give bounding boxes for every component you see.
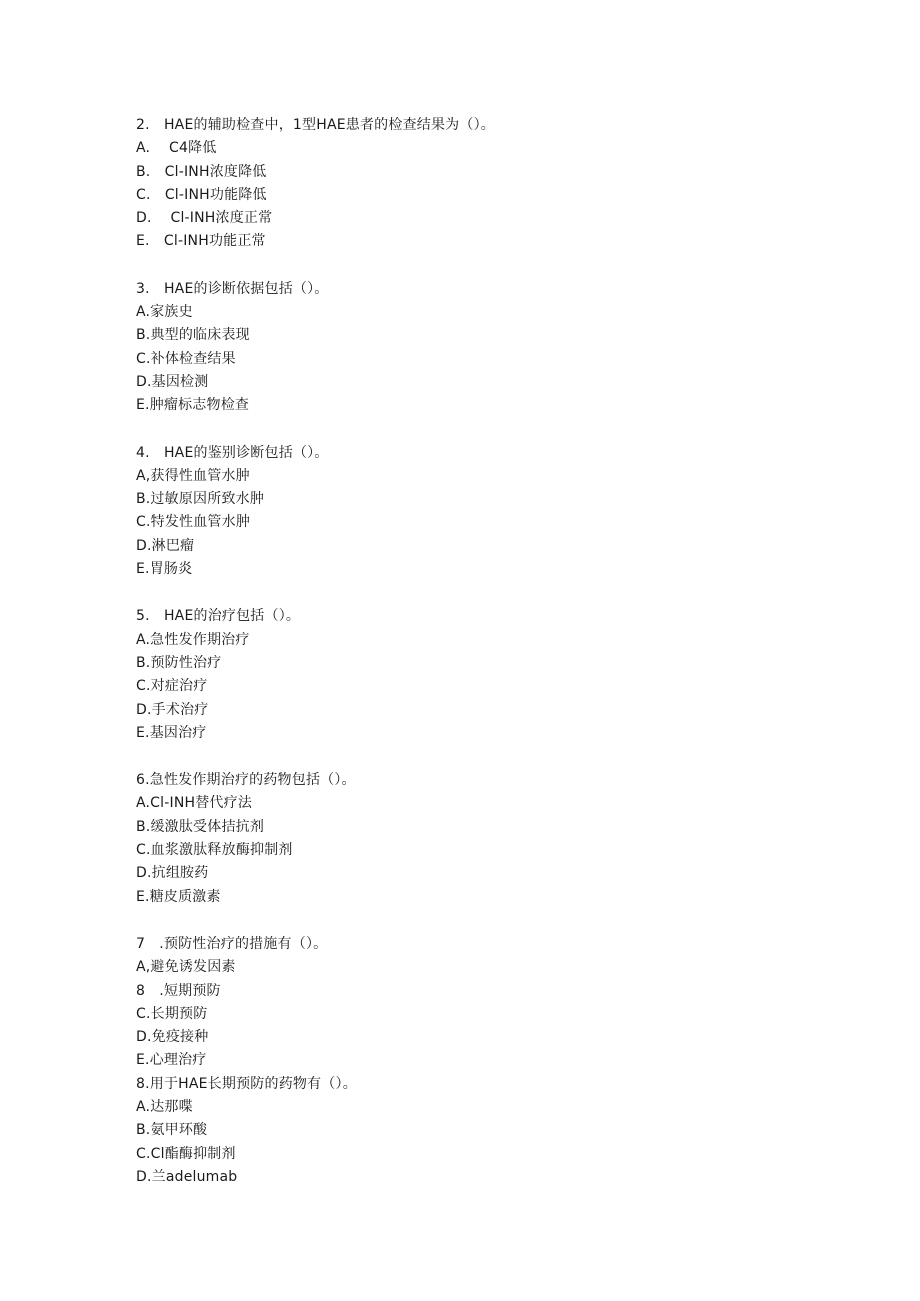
- option-b: 8 .短期预防: [136, 982, 221, 999]
- option-c: C.血浆激肽释放酶抑制剂: [136, 842, 293, 859]
- question-8: [136, 1073, 836, 1189]
- option-d: D.兰adelumab: [136, 1168, 238, 1185]
- question-stem: 8.用于HAE长期预防的药物有（）。: [136, 1075, 357, 1092]
- document-page: [136, 114, 836, 1189]
- question-stem: 5. HAE的治疗包括（）。: [136, 608, 301, 625]
- option-e: E.基因治疗: [136, 724, 207, 741]
- question-stem: 4. HAE的鉴别诊断包括（）。: [136, 444, 329, 461]
- option-d: D.基因检测: [136, 373, 209, 390]
- option-b: B.氨甲环酸: [136, 1122, 208, 1139]
- option-e: E.糖皮质激素: [136, 888, 221, 905]
- option-d: D.免疫接种: [136, 1029, 209, 1046]
- question-stem: 2. HAE的辅助检查中，1型HAE患者的检查结果为（）。: [136, 117, 495, 133]
- option-d: D.手术治疗: [136, 701, 209, 718]
- option-b: B.缓激肽受体拮抗剂: [136, 818, 265, 835]
- option-d: D.淋巴瘤: [136, 537, 195, 554]
- option-e: E.肿瘤标志物检查: [136, 397, 250, 414]
- question-7: [136, 933, 836, 1073]
- question-3: [136, 278, 836, 418]
- option-c: C.Cl酯酶抑制剂: [136, 1145, 236, 1162]
- option-a: A,避免诱发因素: [136, 959, 236, 976]
- option-c: C. Cl-INH功能降低: [136, 186, 267, 203]
- option-d: D. Cl-INH浓度正常: [136, 210, 273, 227]
- option-b: B. Cl-INH浓度降低: [136, 163, 267, 180]
- option-a: A.家族史: [136, 304, 193, 321]
- option-b: B.过敏原因所致水肿: [136, 491, 265, 508]
- option-b: B.典型的临床表现: [136, 327, 250, 344]
- option-e: E.胃肠炎: [136, 561, 193, 578]
- option-c: C.特发性血管水肿: [136, 514, 251, 531]
- question-stem: 3. HAE的诊断依据包括（）。: [136, 280, 329, 297]
- question-6: [136, 769, 836, 909]
- option-a: A.急性发作期治疗: [136, 631, 250, 648]
- question-stem: 7 .预防性治疗的措施有（）。: [136, 935, 328, 952]
- option-a: A. C4降低: [136, 140, 217, 157]
- option-a: A,获得性血管水肿: [136, 467, 250, 484]
- option-c: C.补体检查结果: [136, 350, 236, 367]
- option-e: E.心理治疗: [136, 1052, 207, 1069]
- question-5: [136, 605, 836, 745]
- question-2: [136, 114, 836, 254]
- option-b: B.预防性治疗: [136, 654, 222, 671]
- question-4: [136, 442, 836, 582]
- option-e: E. Cl-INH功能正常: [136, 233, 266, 250]
- question-stem: 6.急性发作期治疗的药物包括（）。: [136, 772, 356, 789]
- option-c: C.对症治疗: [136, 678, 208, 695]
- option-a: A.Cl-INH替代疗法: [136, 795, 253, 812]
- option-a: A.达那喋: [136, 1098, 193, 1115]
- option-d: D.抗组胺药: [136, 865, 209, 882]
- option-c: C.长期预防: [136, 1005, 208, 1022]
